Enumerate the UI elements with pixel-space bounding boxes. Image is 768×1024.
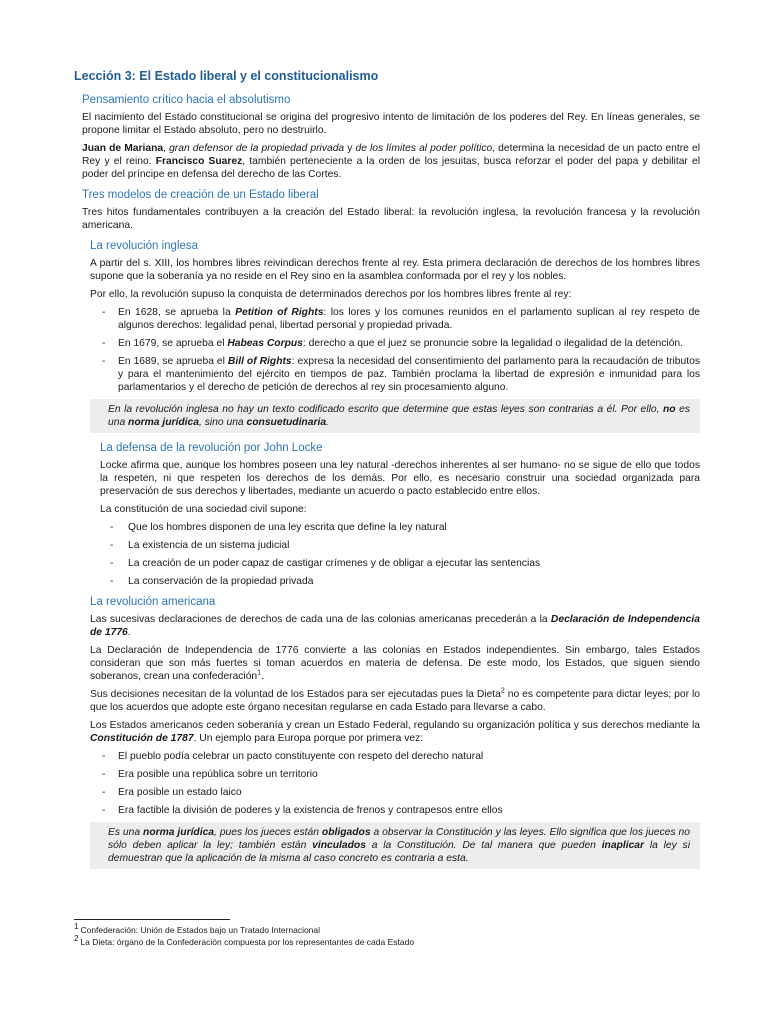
footnote-number: 1 <box>74 922 79 932</box>
text: En 1689, se aprueba el <box>118 356 228 367</box>
list-item <box>74 355 700 394</box>
text: Las sucesivas declaraciones de derechos de cada una de las colonias americanas precederán a la <box>90 614 551 625</box>
text: , <box>163 143 170 154</box>
text: Sus decisiones necesitan de la voluntad de los Estados para ser ejecutadas pues la Dieta <box>90 689 501 700</box>
italic-text: gran defensor de la propiedad privada <box>169 143 345 154</box>
bold-text: obligados <box>321 827 371 838</box>
list-item: - Era posible un estado laico <box>74 786 700 799</box>
text: Es una <box>108 827 144 838</box>
paragraph <box>90 719 700 745</box>
subsection-heading-locke: La defensa de la revolución por John Locke <box>100 442 323 454</box>
bold-text: consuetudinaria <box>246 417 327 428</box>
list-item: - El pueblo podía celebrar un pacto constituyente con respeto del derecho natural <box>74 750 700 763</box>
text: , pues los jueces están <box>214 827 322 838</box>
footnote-number: 2 <box>74 934 79 944</box>
text: . <box>261 671 264 682</box>
lesson-title: Lección 3: El Estado liberal y el constitucionalismo <box>74 69 379 83</box>
text: , también perteneciente a la orden de los jesuitas, busca reforzar el poder del papa y debilitar el poder del príncipe en defensa del derecho de las Cortes. <box>82 156 700 180</box>
footnote <box>74 936 700 948</box>
footnote-ref[interactable]: 2 <box>500 687 505 695</box>
footnotes <box>74 919 700 948</box>
text: : derecho a que el juez se pronuncie sobre la legalidad o ilegalidad de la detención. <box>302 338 684 349</box>
footnote-ref[interactable]: 1 <box>257 669 262 677</box>
bold-italic-text: Petition of Rights <box>235 307 324 318</box>
list-item: - La existencia de un sistema judicial <box>74 539 700 552</box>
section-heading-absolutismo: Pensamiento crítico hacia el absolutismo <box>82 94 291 106</box>
footnote-divider <box>74 919 230 920</box>
bold-text: Francisco Suarez <box>155 156 243 167</box>
paragraph: Tres hitos fundamentales contribuyen a la creación del Estado liberal: la revolución inglesa, la revolución francesa y la revolución americana. <box>82 207 700 231</box>
bold-text: inaplicar <box>601 840 645 851</box>
italic-text: de los límites al poder político <box>355 143 493 154</box>
paragraph <box>90 644 700 683</box>
list-item <box>74 306 700 332</box>
bold-italic-text: Bill of Rights <box>227 356 292 367</box>
text: En 1679, se aprueba el <box>118 338 228 349</box>
document-body <box>74 68 700 877</box>
text: En la revolución inglesa no hay un texto codificado escrito que determine que estas leyes son contrarias a él. Por ello, <box>108 404 663 415</box>
text: La Declaración de Independencia de 1776 convierte a las colonias en Estados independientes. Sin embargo, tales Estados consideran que son más fuertes si toman acuerdos en materia de defensa. De este modo, los Estados, que siguen siendo soberanos, crean una confederación <box>90 645 700 682</box>
bold-text: vinculados <box>312 840 366 851</box>
paragraph: El nacimiento del Estado constitucional se origina del progresivo intento de limitación de los poderes del Rey. En líneas generales, se propone limitar el Estado absoluto, pero no destruirlo. <box>82 112 700 136</box>
list-item: - Era factible la división de poderes y la existencia de frenos y contrapesos entre ellos <box>74 804 700 817</box>
bold-italic-text: Constitución de 1787 <box>90 733 194 744</box>
list-item <box>74 337 700 350</box>
paragraph: Por ello, la revolución supuso la conquista de determinados derechos por los hombres libres frente al rey: <box>90 289 572 300</box>
bold-italic-text: Declaración de Independencia de 1776 <box>90 614 700 638</box>
footnote-text: La Dieta: órgano de la Confederación compuesta por los representantes de cada Estado <box>80 937 415 947</box>
text: . <box>127 627 131 638</box>
text: no es competente para dictar leyes; por lo que los acuerdos que adopte este órgano necesitan regularse en cada Estado para llevarse a cabo. <box>90 689 700 713</box>
list-inglesa <box>74 306 700 394</box>
subsection-heading-americana: La revolución americana <box>90 596 216 608</box>
paragraph <box>90 688 700 714</box>
list-americana <box>74 750 700 817</box>
paragraph: La constitución de una sociedad civil supone: <box>100 504 307 515</box>
list-item: - La conservación de la propiedad privada <box>74 575 700 588</box>
paragraph: Locke afirma que, aunque los hombres poseen una ley natural -derechos inherentes al ser humano- no se sigue de ello que todos la respeten, ni que respeten los derechos de los demás. Por ello, es necesario construir una sociedad organizada para preservación de sus derechos y libertades, mediante un acuerdo o pacto establecido entre ellos. <box>100 460 700 497</box>
list-item: - Que los hombres disponen de una ley escrita que define la ley natural <box>74 521 700 534</box>
bold-text: norma jurídica <box>128 417 199 428</box>
paragraph-mariana <box>82 142 700 181</box>
footnote <box>74 924 700 936</box>
section-heading-modelos: Tres modelos de creación de un Estado liberal <box>82 189 319 201</box>
bold-text: no <box>662 404 676 415</box>
footnote-text: Confederación: Unión de Estados bajo un Tratado Internacional <box>80 925 321 935</box>
subsection-heading-inglesa: La revolución inglesa <box>90 240 199 252</box>
text: , determina la necesidad de un pacto entre el Rey y el reino. <box>82 143 700 167</box>
text: . <box>326 417 329 428</box>
text: es una <box>108 404 690 428</box>
paragraph <box>90 613 700 639</box>
list-item: - La creación de un poder capaz de castigar crímenes y de obligar a ejecutar las sentencias <box>74 557 700 570</box>
text: , sino una <box>199 417 247 428</box>
note-box-inglesa <box>90 399 700 433</box>
text: : los lores y los comunes reunidos en el parlamento suplican al rey respeto de algunos derechos: legalidad penal, libertad personal y propiedad privada. <box>118 307 700 331</box>
bold-text: norma jurídica <box>143 827 215 838</box>
text: En 1628, se aprueba la <box>118 307 236 318</box>
text: a observar la Constitución y las leyes. Ello significa que los jueces no sólo deben aplicar la ley; también están <box>108 827 691 851</box>
note-box-americana <box>90 822 700 869</box>
list-item: - Era posible una república sobre un territorio <box>74 768 700 781</box>
text: a la Constitución. De tal manera que pueden <box>365 840 602 851</box>
text: . Un ejemplo para Europa porque por primera vez: <box>193 733 424 744</box>
list-locke <box>74 521 700 588</box>
bold-italic-text: Habeas Corpus <box>227 338 303 349</box>
text: la ley si demuestran que la aplicación de la misma al caso concreto es contraria a esta. <box>108 840 690 864</box>
bold-text: Juan de Mariana <box>82 143 164 154</box>
text: : expresa la necesidad del consentimiento del parlamento para la recaudación de tributos y para el mantenimiento del ejército en tiempos de paz. También proclama la libertad de expresión e inmunidad para los parlamentarios y el derecho de petición de derechos al rey sin procesamiento alguno. <box>118 356 700 393</box>
text: y <box>344 143 356 154</box>
paragraph: A partir del s. XIII, los hombres libres reivindican derechos frente al rey. Esta primera declaración de derechos de los hombres libres supone que la soberanía ya no reside en el Rey sino en la asamblea conformada por el rey y los nobles. <box>90 258 700 282</box>
text: Los Estados americanos ceden soberanía y crean un Estado Federal, regulando su organización política y sus derechos mediante la <box>90 720 700 731</box>
